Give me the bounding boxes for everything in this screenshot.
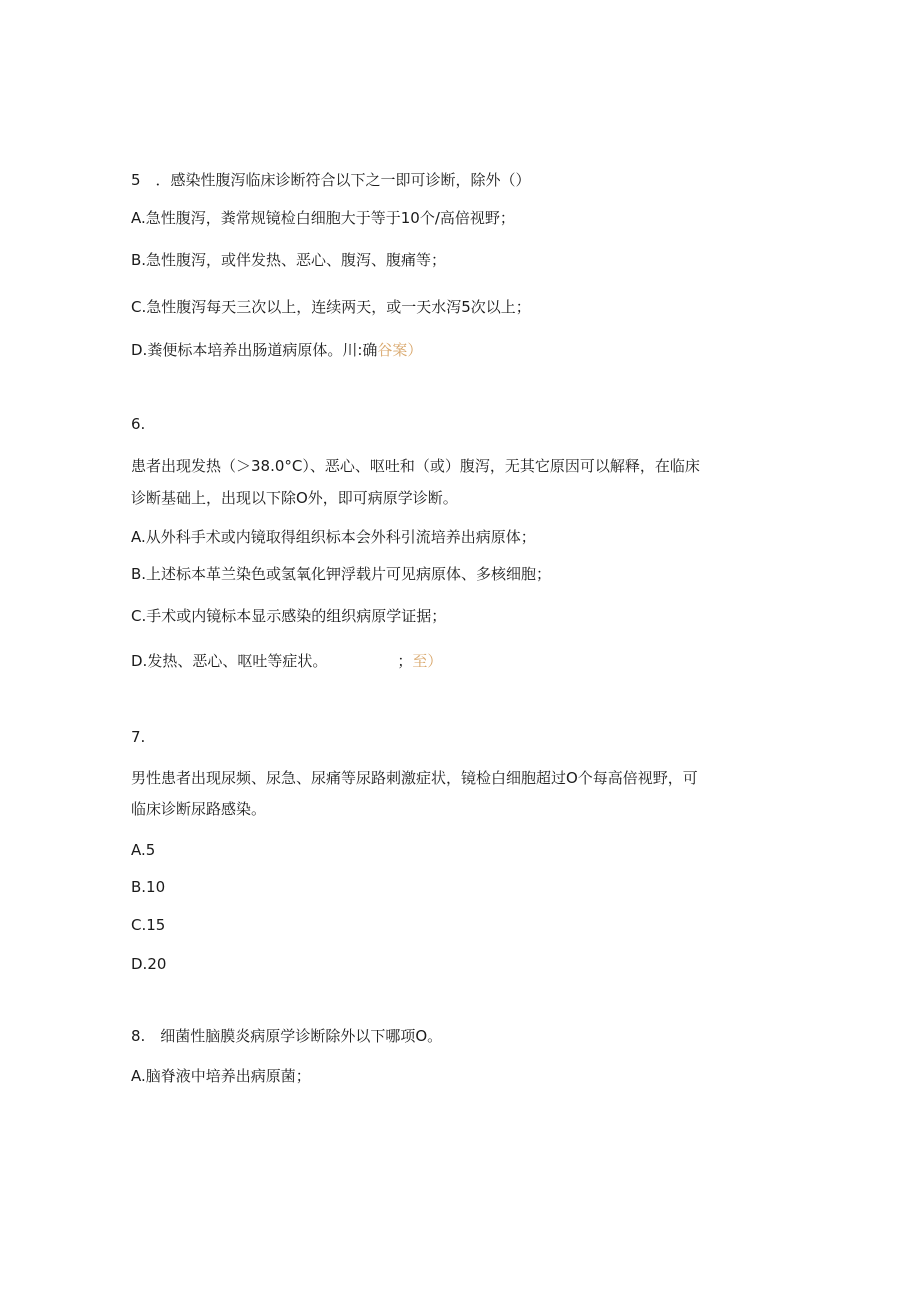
question-7-stem-line-1: 男性患者出现尿频、尿急、尿痛等尿路刺激症状，镜检白细胞超过O个每高倍视野，可 <box>131 769 698 787</box>
question-5-option-c: C.急性腹泻每天三次以上，连续两天，或一天水泻5次以上； <box>131 298 531 316</box>
question-6-option-a: A.从外科手术或内镜取得组织标本会外科引流培养出病原体； <box>131 528 536 546</box>
question-6-option-d-text: D.发热、恶心、呕吐等症状。 <box>131 652 328 670</box>
question-7-number: 7. <box>131 728 146 746</box>
question-7-stem-line-2: 临床诊断尿路感染。 <box>131 800 267 818</box>
question-5-option-d-text: D.粪便标本培养出肠道病原体。川:确 <box>131 341 378 359</box>
question-5-option-b: B.急性腹泻，或伴发热、恶心、腹泻、腹痛等； <box>131 251 447 269</box>
question-5-option-a: A.急性腹泻，粪常规镜检白细胞大于等于10个/高倍视野； <box>131 209 515 227</box>
question-8-option-a: A.脑脊液中培养出病原菌； <box>131 1067 311 1085</box>
question-6-separator: ； <box>397 652 413 670</box>
question-6-answer-mark: 至） <box>412 652 443 670</box>
question-6-stem-line-2: 诊断基础上，出现以下除O外，即可病原学诊断。 <box>131 489 458 507</box>
question-6-option-c: C.手术或内镜标本显示感染的组织病原学证据； <box>131 607 447 625</box>
question-7-option-d: D.20 <box>131 955 167 973</box>
question-6-option-b: B.上述标本革兰染色或氢氧化钾浮载片可见病原体、多核细胞； <box>131 565 552 583</box>
question-7-option-c: C.15 <box>131 916 166 934</box>
question-8-stem: 8. 细菌性脑膜炎病原学诊断除外以下哪项O。 <box>131 1027 443 1045</box>
question-6-stem-line-1: 患者出现发热（＞38.0°C）、恶心、呕吐和（或）腹泻，无其它原因可以解释，在临床 <box>131 457 700 475</box>
question-7-option-b: B.10 <box>131 878 166 896</box>
question-7-option-a: A.5 <box>131 841 156 859</box>
question-6-number: 6. <box>131 415 146 433</box>
question-5-answer-mark: 谷案） <box>377 341 423 359</box>
question-6-option-d <box>131 651 442 671</box>
question-5-option-d <box>131 340 422 360</box>
question-5-stem: 5 ．感染性腹泻临床诊断符合以下之一即可诊断，除外（） <box>131 171 531 189</box>
